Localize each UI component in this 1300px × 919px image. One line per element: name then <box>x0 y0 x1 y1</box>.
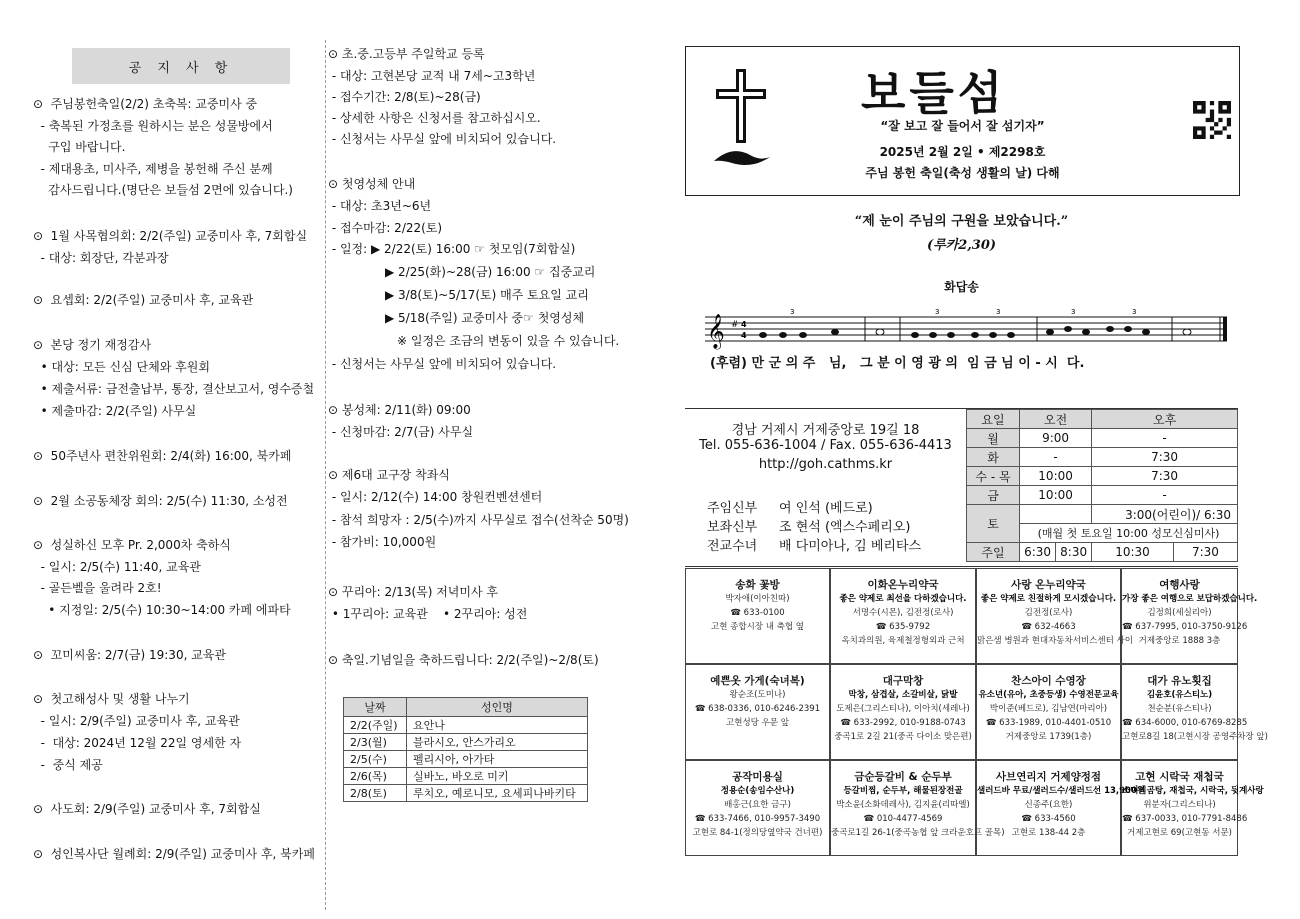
notice-item-title: ⊙ 꼬미씨움: 2/7(금) 19:30, 교육관 <box>33 648 226 662</box>
saints-date: 2/5(수) <box>344 751 407 768</box>
ad-detail: 박이준(베드로), 김남연(마리아) <box>989 704 1108 714</box>
notice-item-detail: • 대상: 모든 신심 단체와 후원회 <box>33 360 210 374</box>
music-staff <box>705 305 1230 353</box>
svg-text:3: 3 <box>1071 308 1076 316</box>
ad-detail: 유소년(유아, 초중등생) 수영전문교육 <box>978 690 1119 700</box>
ad-detail: 박소윤(소화데레사), 김지윤(리따엘) <box>836 800 970 810</box>
ad-detail: 좋은 약제로 최선을 다하겠습니다. <box>839 594 967 604</box>
ad-card <box>685 568 830 664</box>
ad-detail: 고현로 84-1(정의당옆약국 건너편) <box>692 828 823 838</box>
ad-detail: 샐러드바 무료/샐러드수/샐러드선 13,900원 <box>977 786 1146 796</box>
table-row <box>967 505 1238 524</box>
notice-item-detail: • 제출마감: 2/2(주일) 사무실 <box>33 404 197 418</box>
ad-card <box>1121 664 1268 760</box>
ad-detail: 옥치과의원, 육제철정형외과 근처 <box>841 636 965 646</box>
table-row <box>967 448 1238 467</box>
ad-detail: ☎ 638-0336, 010-6246-2391 <box>694 704 821 714</box>
notice-item-title: ⊙ 꾸리아: 2/13(목) 저녁미사 후 <box>328 585 498 599</box>
notice-item-detail: - 일시: 2/12(수) 14:00 창원컨벤션센터 <box>328 490 543 504</box>
column-divider <box>325 40 326 910</box>
saints-date: 2/8(토) <box>344 785 407 802</box>
notice-item-detail: - 신청서는 사무실 앞에 비치되어 있습니다. <box>328 357 557 371</box>
notice-item-detail: • 제출서류: 금전출납부, 통장, 결산보고서, 영수증철 <box>33 382 315 396</box>
notice-item-detail: - 일시: 2/9(주일) 교중미사 후, 교육관 <box>33 714 240 728</box>
ad-title: 고현 시락국 재첩국 <box>1135 771 1224 783</box>
ad-detail: ☎ 633-1989, 010-4401-0510 <box>985 718 1112 728</box>
ad-detail: ☎ 633-2992, 010-9188-0743 <box>840 718 966 728</box>
ad-detail: 고현 종합시장 내 축협 옆 <box>711 622 804 632</box>
table-row <box>344 785 588 802</box>
ad-detail: 김전정(로사) <box>1024 608 1073 618</box>
saints-header-name: 성인명 <box>407 698 588 717</box>
ad-detail: ☎ 637-0033, 010-7791-8486 <box>1122 814 1248 824</box>
ad-card <box>830 760 1005 856</box>
ad-card <box>830 568 976 664</box>
ad-detail: 정용순(송임수산나) <box>720 786 795 796</box>
saints-names: 루치오, 예로니모, 요세피나바키타 <box>407 785 588 802</box>
notice-item-detail: - 접수기간: 2/8(토)~28(금) <box>328 90 481 104</box>
notice-item-title: ⊙ 성인복사단 월례회: 2/9(주일) 교중미사 후, 북카페 <box>33 847 315 861</box>
staff-role: 주임신부 <box>707 501 758 516</box>
saints-names: 블라시오, 안스가리오 <box>407 734 588 751</box>
ad-detail: 중곡로1길 26-1(중곡농협 앞 크라운호프 골목) <box>831 828 1005 838</box>
ad-detail: 맑은샘 병원과 현대자동차서비스센터 사이 <box>977 636 1133 646</box>
ad-title: 금순등갈비 & 순두부 <box>854 771 952 783</box>
mass-am: 10:00 <box>1020 486 1092 505</box>
notice-item-detail: ▶ 2/25(화)~28(금) 16:00 ☞ 집중교리 <box>385 265 596 279</box>
motto: “잘 보고 잘 들어서 잘 섬기자” <box>880 119 1045 133</box>
mass-pm: 7:30 <box>1092 448 1238 467</box>
scripture-reference: (루카2,30) <box>926 238 997 253</box>
saints-names: 요안나 <box>407 717 588 734</box>
mass-pm: 3:00(어린이)/ 6:30 <box>1092 505 1238 524</box>
saints-header-date: 날짜 <box>344 698 407 717</box>
notice-item-detail: • 1꾸리아: 교육관 • 2꾸리아: 성전 <box>328 607 528 621</box>
notice-item-detail: - 대상: 초3년~6년 <box>328 199 432 213</box>
ad-title: 예쁜옷 가게(숙녀복) <box>710 675 805 687</box>
notice-item-detail: • 지정일: 2/5(수) 10:30~14:00 카페 에파타 <box>33 603 291 617</box>
table-row <box>967 486 1238 505</box>
notice-item-title: ⊙ 요셉회: 2/2(주일) 교중미사 후, 교육관 <box>33 293 254 307</box>
ad-detail: ☎ 633-4560 <box>1021 814 1076 824</box>
notice-item-detail: - 대상: 회장단, 각분과장 <box>33 251 169 265</box>
ad-detail: ☎ 633-7466, 010-9957-3490 <box>694 814 821 824</box>
notice-item-title: ⊙ 봉성체: 2/11(화) 09:00 <box>328 403 471 417</box>
notice-item-detail: ※ 일정은 조금의 변동이 있을 수 있습니다. <box>397 334 620 348</box>
ad-title: 사브연리지 거제양정점 <box>995 771 1102 783</box>
notice-item-title: ⊙ 50주년사 편찬위원회: 2/4(화) 16:00, 북카페 <box>33 449 292 463</box>
ad-detail: 거제고현로 69(고현동 서문) <box>1127 828 1232 838</box>
ad-detail: 소머리곰탕, 재첩국, 시락국, 뒷계사랑 <box>1122 786 1264 796</box>
notice-item-title: ⊙ 첫고해성사 및 생활 나누기 <box>33 692 190 706</box>
ad-detail: ☎ 010-4477-4569 <box>863 814 943 824</box>
notice-item-title: ⊙ 성실하신 모후 Pr. 2,000차 축하식 <box>33 538 231 552</box>
saints-names: 펠리시아, 아가타 <box>407 751 588 768</box>
notice-item-detail: - 대상: 고현본당 교적 내 7세~고3학년 <box>328 69 536 83</box>
notice-item-detail: - 축복된 가정초를 원하시는 분은 성물방에서 <box>33 119 273 133</box>
notice-item-detail: - 신청마감: 2/7(금) 사무실 <box>328 425 474 439</box>
svg-text:𝄞: 𝄞 <box>707 314 725 349</box>
issue-date: 2025년 2월 2일 • 제2298호 <box>879 145 1046 159</box>
feast-name: 주님 봉헌 축일(축성 생활의 날) 다해 <box>865 166 1060 180</box>
parish-info <box>685 408 1238 567</box>
mass-header-day: 요일 <box>967 410 1020 429</box>
mass-day: 금 <box>967 486 1020 505</box>
ad-detail: 김정희(세실리아) <box>1147 608 1212 618</box>
ad-detail: ☎ 633-0100 <box>730 608 785 618</box>
notice-item-detail: - 접수마감: 2/22(토) <box>328 221 443 235</box>
ad-detail: 가장 좋은 여행으로 보답하겠습니다. <box>1122 594 1258 604</box>
svg-text:4: 4 <box>741 331 747 340</box>
ad-detail: 고현로8길 18(고현시장 공영주차장 앞) <box>1122 732 1268 742</box>
ad-card <box>976 760 1146 856</box>
notice-item-title: ⊙ 1월 사목협의회: 2/2(주일) 교중미사 후, 7회합실 <box>33 229 308 243</box>
ad-detail: ☎ 634-6000, 010-6769-8285 <box>1122 718 1248 728</box>
saints-date: 2/3(월) <box>344 734 407 751</box>
notice-item-detail: - 신청서는 사무실 앞에 비치되어 있습니다. <box>328 132 557 146</box>
ad-detail: 고현성당 우문 앞 <box>726 718 789 728</box>
ad-title: 공작미용실 <box>732 771 783 783</box>
notice-item-detail: ▶ 3/8(토)~5/17(토) 매주 토요일 교리 <box>385 288 589 302</box>
ad-detail: 신종주(요한) <box>1024 800 1073 810</box>
notice-item-detail: - 골든벨을 울려라 2호! <box>33 581 162 595</box>
staff-role: 보좌신부 <box>707 520 758 535</box>
ad-title: 이화온누리약국 <box>867 579 939 591</box>
svg-text:4: 4 <box>741 320 747 329</box>
newsletter-title: 보들섬 <box>861 66 1007 120</box>
ad-card <box>1121 760 1264 856</box>
mass-day: 월 <box>967 429 1020 448</box>
ad-title: 여행사랑 <box>1159 579 1200 591</box>
notice-item-title: ⊙ 축일.기념일을 축하드립니다: 2/2(주일)~2/8(토) <box>328 653 599 667</box>
ad-detail: 등갈비찜, 순두부, 해물된장전골 <box>843 786 963 796</box>
ad-detail: 거제중앙로 1739(1층) <box>1005 732 1092 742</box>
notice-item-title: ⊙ 사도회: 2/9(주일) 교중미사 후, 7회합실 <box>33 802 261 816</box>
notice-item-title: ⊙ 초.중.고등부 주일학교 등록 <box>328 47 485 61</box>
mass-times-table <box>966 409 1238 562</box>
table-row <box>344 717 588 734</box>
ad-title: 송화 꽃방 <box>735 579 780 591</box>
ad-card <box>685 664 830 760</box>
mass-day: 주일 <box>967 543 1020 562</box>
ad-detail: 중곡1로 2길 21(중곡 다이소 맞은편) <box>834 732 972 742</box>
mass-pm: 7:30 <box>1173 543 1237 562</box>
ad-title: 대구막창 <box>882 675 924 687</box>
ad-detail: 고현로 138-44 2층 <box>1011 828 1086 838</box>
ad-detail: 왕순조(도미나) <box>729 690 786 700</box>
mass-pm: 10:30 <box>1092 543 1174 562</box>
mass-note: (매월 첫 토요일 10:00 성모신심미사) <box>1020 524 1238 543</box>
ad-detail: 도제은(그리스티나), 이아치(세레나) <box>836 704 970 714</box>
saints-table <box>343 697 588 802</box>
notice-item-detail: - 일정: ▶ 2/22(토) 16:00 ☞ 첫모임(7회합실) <box>328 242 576 256</box>
notice-item-detail: 감사드립니다.(명단은 보들섬 2면에 있습니다.) <box>33 183 293 197</box>
ad-detail: ☎ 635-9792 <box>875 622 931 632</box>
ad-detail: 위분자(그리스티나) <box>1143 800 1216 810</box>
saints-names: 실바노, 바오로 미키 <box>407 768 588 785</box>
ad-detail: 거제중앙로 1888 3층 <box>1138 636 1221 646</box>
notice-item-detail: - 상세한 사항은 신청서를 참고하십시오. <box>328 111 541 125</box>
scripture-quote: “제 눈이 주님의 구원을 보았습니다.” <box>854 214 1069 229</box>
parish-website-link[interactable]: http://goh.cathms.kr <box>758 457 893 472</box>
table-row <box>967 543 1238 562</box>
ad-title: 사랑 온누리약국 <box>1011 579 1086 591</box>
svg-text:3: 3 <box>935 308 940 316</box>
notice-item-detail: - 대상: 2024년 12월 22일 영세한 자 <box>33 736 242 750</box>
saints-date: 2/6(목) <box>344 768 407 785</box>
mass-header-pm: 오후 <box>1092 410 1238 429</box>
ad-card <box>685 760 830 856</box>
notice-item-detail: ▶ 5/18(주일) 교중미사 중☞ 첫영성체 <box>385 311 585 325</box>
ad-detail: ☎ 632-4663 <box>1021 622 1076 632</box>
notice-item-title: ⊙ 주님봉헌축일(2/2) 초축복: 교중미사 중 <box>33 97 258 111</box>
saints-date: 2/2(주일) <box>344 717 407 734</box>
table-row <box>967 467 1238 486</box>
ad-title: 찬스아이 수영장 <box>1011 675 1086 687</box>
mass-am: 6:30 <box>1020 543 1056 562</box>
advertisement-grid <box>685 568 1268 858</box>
staff-name: 배 다미아나, 김 베리타스 <box>779 539 922 554</box>
ad-title: 대가 유노횟집 <box>1147 675 1212 687</box>
ad-card <box>976 568 1133 664</box>
svg-text:3: 3 <box>996 308 1001 316</box>
notice-item-detail: - 참석 희망자 : 2/5(수)까지 사무실로 접수(선착순 50명) <box>328 513 629 527</box>
notice-item-detail: - 제대용초, 미사주, 제병을 봉헌해 주신 분께 <box>33 162 273 176</box>
table-row <box>344 734 588 751</box>
mass-am: - <box>1020 448 1092 467</box>
ad-detail: 배홍근(요한 금구) <box>724 800 791 810</box>
mass-pm: 7:30 <box>1092 467 1238 486</box>
ad-detail: 막창, 삼겹살, 소갈비살, 닭발 <box>848 690 958 700</box>
mass-day: 수 - 목 <box>967 467 1020 486</box>
notice-item-title: ⊙ 본당 정기 재정감사 <box>33 338 152 352</box>
mass-header-am: 오전 <box>1020 410 1092 429</box>
mass-day: 토 <box>967 505 1020 543</box>
mass-pm: - <box>1092 486 1238 505</box>
notice-item-title: ⊙ 첫영성체 안내 <box>328 177 416 191</box>
qr-code-icon <box>1193 101 1231 139</box>
table-row <box>967 429 1238 448</box>
staff-name: 여 인석 (베드로) <box>779 501 873 516</box>
ad-detail: 김윤호(유스티노) <box>1146 690 1213 700</box>
table-row <box>344 751 588 768</box>
notice-item-detail: - 참가비: 10,000원 <box>328 535 437 549</box>
masthead <box>685 46 1240 196</box>
staff-name: 조 현석 (엑스수페리오) <box>779 520 911 535</box>
ad-card <box>976 664 1121 760</box>
svg-text:#: # <box>731 320 739 330</box>
hymn-title: 화답송 <box>944 280 979 294</box>
ad-detail: 서명수(시몬), 김전정(로사) <box>852 608 954 618</box>
hymn-lyrics: (후렴) 만 군 의 주 님, 그 분 이 영 광 의 임 금 님 이 - 시 다. <box>710 356 1085 371</box>
mass-pm: - <box>1092 429 1238 448</box>
notice-item-title: ⊙ 2월 소공동체장 회의: 2/5(수) 11:30, 소성전 <box>33 494 288 508</box>
mass-am: 8:30 <box>1056 543 1092 562</box>
table-row <box>344 768 588 785</box>
mass-am: 9:00 <box>1020 429 1092 448</box>
mass-day: 화 <box>967 448 1020 467</box>
notice-item-detail: 구입 바랍니다. <box>33 140 126 154</box>
ad-detail: 천순분(유스티나) <box>1147 704 1212 714</box>
ad-detail: ☎ 637-7995, 010-3750-9126 <box>1122 622 1248 632</box>
parish-phone: Tel. 055-636-1004 / Fax. 055-636-4413 <box>699 438 952 453</box>
ad-detail: 박자애(이아친따) <box>725 594 790 604</box>
notice-header: 공 지 사 항 <box>72 48 290 84</box>
notice-item-title: ⊙ 제6대 교구장 착좌식 <box>328 468 450 482</box>
ad-card <box>830 664 976 760</box>
svg-text:3: 3 <box>1132 308 1137 316</box>
svg-text:3: 3 <box>790 308 795 316</box>
mass-am: 10:00 <box>1020 467 1092 486</box>
parish-address: 경남 거제시 거제중앙로 19길 18 <box>731 423 920 438</box>
staff-role: 전교수녀 <box>707 539 758 554</box>
notice-item-detail: - 중식 제공 <box>33 758 103 772</box>
notice-item-detail: - 일시: 2/5(수) 11:40, 교육관 <box>33 560 201 574</box>
ad-card <box>1121 568 1258 664</box>
ad-detail: 좋은 약제로 친절하게 모시겠습니다. <box>980 594 1117 604</box>
